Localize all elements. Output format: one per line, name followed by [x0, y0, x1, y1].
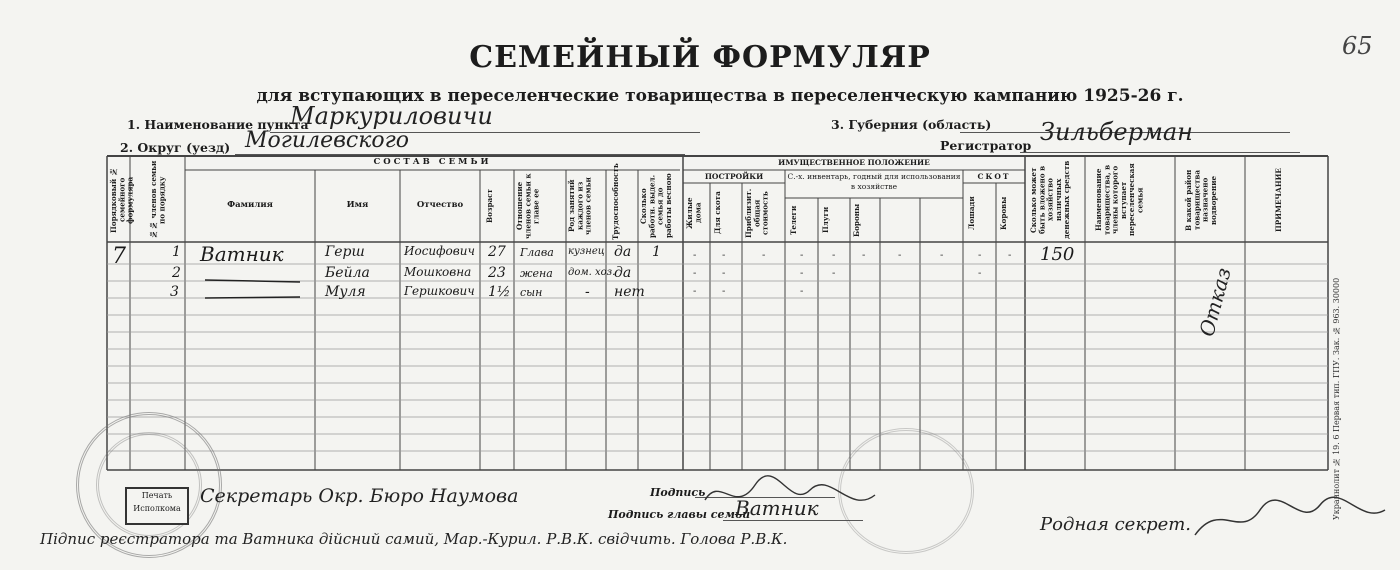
remark-refusal: Отказ [1194, 265, 1236, 339]
col-remarks-header: ПРИМЕЧАНИЕ [1274, 168, 1283, 232]
row2-no: 2 [172, 265, 181, 281]
head-signature-scribble [700, 470, 880, 530]
punkt-value: Маркуриловичи [290, 102, 493, 130]
podpis-label: Подпись [650, 486, 706, 499]
col-approx-value-header: Приблизит. общая стоимость [744, 188, 770, 238]
printer-note: Украинолит № 19. 6 Первая тип. ГПУ. Зак. № 963. 30000 [1332, 277, 1341, 520]
row1-name: Герш [325, 244, 365, 260]
col-horses-header: Лошади [967, 196, 976, 230]
row1-patronymic: Иосифович [404, 244, 475, 258]
row3-age: 1½ [488, 284, 511, 300]
row1-age: 27 [488, 244, 506, 260]
row1-cash: 150 [1040, 244, 1075, 265]
row3-ability: нет [614, 284, 645, 300]
col-member-no-header: №№ членов семьи по порядку [149, 160, 167, 240]
right-signature-scribble [1190, 490, 1390, 550]
sub-buildings-header: ПОСТРОЙКИ [704, 172, 764, 181]
row3-no: 3 [170, 284, 179, 300]
row2-ability: да [614, 265, 632, 281]
sub-inventory-header: С.-х. инвентарь, годный для использования в хозяйстве [787, 172, 961, 191]
row3-relation: сын [520, 286, 543, 299]
head-signature-label: Подпись главы семьи [608, 508, 751, 521]
col-surname-header: Фамилия [227, 200, 273, 210]
registrator-value: Зильберман [1040, 118, 1193, 146]
group-family-header: СОСТАВ СЕМЬИ [373, 157, 492, 167]
col-ability-header: Трудоспособность [611, 163, 620, 240]
punkt-label: 1. Наименование пункта [127, 117, 309, 132]
row3-patronymic: Гершкович [404, 284, 475, 298]
col-cows-header: Коровы [999, 196, 1008, 230]
row1-workers: 1 [652, 244, 661, 260]
secretary-signature: Секретарь Окр. Бюро Наумова [200, 485, 519, 507]
col-seq-header: Порядковый № семейного формуляра [109, 167, 135, 233]
col-houses-header: Жилые дома [685, 197, 703, 229]
seal-box-label: Печать Исполкома [125, 487, 189, 525]
row3-occupation: - [585, 284, 590, 300]
col-ploughs-header: Плуги [821, 206, 830, 234]
registrator-label: Регистратор [940, 138, 1032, 153]
bottom-handwritten-note: Підпис реєстратора та Ватника дійсний самий, Мар.-Курил. Р.В.К. свідчить. Голова Р.В.К. [40, 530, 788, 548]
row1-surname: Ватник [200, 242, 284, 266]
row2-patronymic: Мошковна [404, 265, 472, 279]
col-patronymic-header: Отчество [416, 200, 464, 210]
row1-relation: Глава [520, 246, 554, 259]
right-handwritten-note: Родная секрет. [1040, 514, 1192, 535]
row3-name: Муля [325, 284, 366, 300]
col-region-header: В какой район товарищества назначено водворение [1184, 169, 1218, 231]
row1-seq: 7 [112, 244, 126, 269]
page-number: 65 [1342, 32, 1373, 60]
sub-livestock-header: СКОТ [977, 172, 1011, 181]
col-cattle-sheds-header: Для скота [713, 191, 722, 235]
okrug-label: 2. Округ (уезд) [120, 140, 231, 155]
row1-no: 1 [172, 244, 181, 260]
group-property-header: ИМУЩЕСТВЕННОЕ ПОЛОЖЕНИЕ [778, 158, 930, 167]
head-signature: Ватник [735, 496, 819, 520]
row2-age: 23 [488, 265, 506, 281]
okrug-value: Могилевского [245, 128, 409, 153]
col-relation-header: Отношение членов семьи к главе ее [515, 173, 541, 239]
row2-relation: жена [520, 267, 553, 280]
row1-occupation: кузнец [568, 246, 605, 257]
col-occupation-header: Род занятий каждого из членов семьи [567, 177, 593, 235]
row2-name: Бейла [325, 265, 370, 281]
form-title: СЕМЕЙНЫЙ ФОРМУЛЯР [469, 40, 931, 75]
col-carts-header: Телеги [789, 205, 798, 235]
col-age-header: Возраст [485, 189, 494, 223]
row2-occupation: дом. хоз. [568, 267, 616, 278]
form-subtitle: для вступающих в переселенческие товарищества в переселенческую кампанию 1925-26 г. [256, 86, 1184, 106]
col-workers-header: Сколько работн. выдел. семья до работы весною [639, 173, 673, 239]
col-partnership-header: Наименование товарищества, в члены которого вступает переселенческая семья [1094, 163, 1145, 237]
col-harrows-header: Бороны [852, 203, 861, 237]
col-cash-header: Сколько может быть вложено в хозяйство наличных денежных средств [1029, 160, 1072, 240]
guberniya-label: 3. Губерния (область) [831, 117, 992, 132]
col-name-header: Имя [346, 200, 369, 210]
row1-ability: да [614, 244, 632, 260]
